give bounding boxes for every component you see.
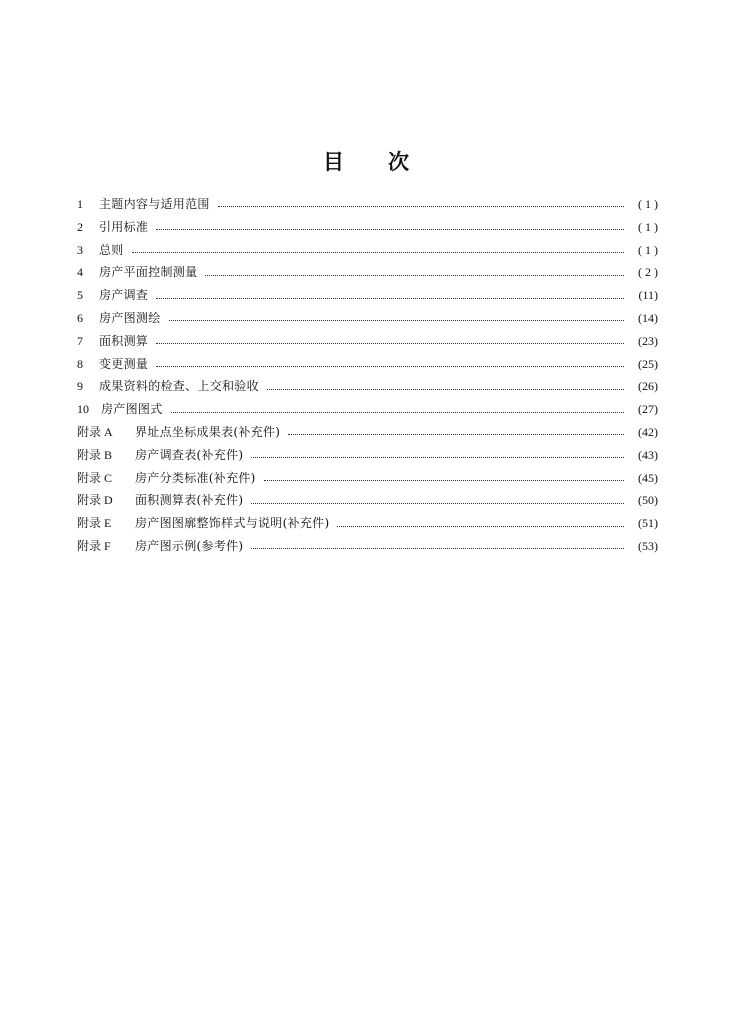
toc-entry-number: 附录 B (77, 447, 113, 462)
toc-dot-leader (156, 358, 624, 370)
toc-entry-number: 4 (77, 265, 83, 280)
toc-entry-appendix (77, 467, 658, 490)
toc-entry-title: 房产图图式 (101, 402, 163, 417)
toc-entry-page: ( 2 ) (638, 265, 658, 280)
toc-entry-page: (50) (638, 493, 658, 508)
toc-dot-leader (337, 518, 624, 530)
toc-entry-number: 10 (77, 402, 89, 417)
toc-entry-title: 变更测量 (99, 356, 149, 371)
toc-dot-leader (156, 221, 624, 233)
page-title-char-2: 次 (388, 150, 409, 174)
toc-entry-page: (45) (638, 470, 658, 485)
toc-entry-number: 2 (77, 219, 83, 234)
toc-entry-title: 房产平面控制测量 (99, 265, 198, 280)
toc-entry-number: 6 (77, 310, 83, 325)
toc-dot-leader (171, 404, 624, 416)
toc-entry (77, 216, 658, 239)
toc-dot-leader (267, 381, 624, 393)
toc-entry (77, 330, 658, 353)
toc-entry-page: ( 1 ) (638, 219, 658, 234)
toc-dot-leader (251, 540, 624, 552)
toc-entry-page: (51) (638, 516, 658, 531)
toc-entry-number: 5 (77, 288, 83, 303)
toc-entry-title: 房产分类标准(补充件) (135, 470, 256, 485)
toc-entry-title: 总则 (99, 242, 124, 257)
toc-entry-number: 附录 C (77, 470, 113, 485)
toc-entry-appendix (77, 489, 658, 512)
toc-entry-number: 附录 E (77, 516, 112, 531)
toc-entry-title: 房产调查表(补充件) (135, 447, 244, 462)
toc-dot-leader (132, 244, 624, 256)
toc-entry-title: 房产图图廓整饰样式与说明(补充件) (135, 516, 330, 531)
toc-entry-page: ( 1 ) (638, 197, 658, 211)
toc-entry-page: (43) (638, 447, 658, 462)
toc-entry-number: 附录 F (77, 538, 111, 553)
toc-entry-page: (11) (638, 288, 658, 303)
toc-entry-appendix (77, 512, 658, 535)
toc-entry (77, 193, 658, 216)
toc-entry-title: 主题内容与适用范围 (99, 197, 210, 211)
toc-entry (77, 284, 658, 307)
toc-entry (77, 353, 658, 376)
toc-entry-title: 成果资料的检查、上交和验收 (99, 379, 259, 394)
toc-dot-leader (156, 290, 624, 302)
toc-entry-page: (23) (638, 333, 658, 348)
toc-entry-page: (42) (638, 424, 658, 439)
toc-entry-title: 房产调查 (99, 288, 149, 303)
toc-entry-title: 面积测算表(补充件) (135, 493, 244, 508)
toc-entry-number: 8 (77, 356, 83, 371)
toc-entry (77, 307, 658, 330)
toc-dot-leader (288, 426, 624, 438)
toc-entry (77, 239, 658, 262)
toc-dot-leader (251, 495, 624, 507)
toc-entry-number: 9 (77, 379, 83, 394)
page-title-char-1: 目 (323, 150, 344, 174)
toc-entry (77, 398, 658, 421)
toc-entry-title: 房产图示例(参考件) (135, 538, 244, 553)
toc-entry-title: 面积测算 (99, 333, 149, 348)
toc-entry-appendix (77, 421, 658, 444)
toc-entry-number: 3 (77, 242, 83, 257)
toc-entry-number: 1 (77, 197, 83, 211)
toc-entry-number: 附录 D (77, 493, 113, 508)
toc-entry-title: 界址点坐标成果表(补充件) (135, 424, 281, 439)
page-title (0, 146, 732, 176)
toc-entry-page: (27) (638, 402, 658, 417)
toc-dot-leader (264, 472, 624, 484)
table-of-contents (77, 193, 658, 558)
toc-entry-number: 附录 A (77, 424, 113, 439)
toc-dot-leader (251, 449, 624, 461)
toc-entry (77, 261, 658, 284)
toc-dot-leader (205, 267, 624, 279)
toc-entry-page: (53) (638, 538, 658, 553)
toc-entry-page: ( 1 ) (638, 242, 658, 257)
toc-dot-leader (169, 312, 624, 324)
toc-dot-leader (218, 198, 624, 210)
toc-dot-leader (156, 335, 624, 347)
toc-entry-title: 房产图测绘 (99, 310, 161, 325)
toc-entry-page: (14) (638, 310, 658, 325)
toc-entry-page: (25) (638, 356, 658, 371)
toc-entry-page: (26) (638, 379, 658, 394)
toc-entry-number: 7 (77, 333, 83, 348)
toc-entry-appendix (77, 444, 658, 467)
toc-entry-title: 引用标准 (99, 219, 149, 234)
toc-entry (77, 375, 658, 398)
toc-entry-appendix (77, 535, 658, 558)
